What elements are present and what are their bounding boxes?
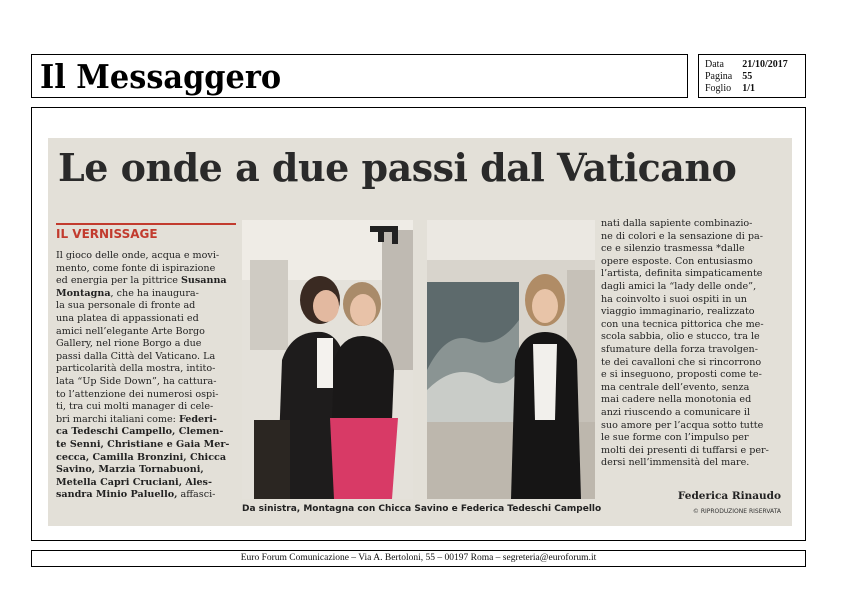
- text-line: lata “Up Side Down”, ha cattura-: [56, 375, 217, 387]
- text-line: molti dei presenti di tuffarsi e per-: [601, 444, 769, 456]
- text-line: particolarità della mostra, intito-: [56, 363, 216, 375]
- guest-name: Federi-: [178, 413, 217, 425]
- text-line: mai cadere nella monotonia ed: [601, 394, 752, 406]
- text-line: dersi nell’immensità del mare.: [601, 457, 750, 469]
- text-line: amici nell’elegante Arte Borgo: [56, 325, 205, 337]
- text-line: ma centrale dell’evento, senza: [601, 381, 750, 393]
- guest-names: sandra Minio Paluello,: [56, 489, 178, 501]
- guest-names: ca Tedeschi Campello, Clemen-: [56, 426, 224, 438]
- photo-guests-illustration: [242, 220, 413, 499]
- article-column-3: [601, 218, 785, 518]
- text-line: [56, 414, 239, 427]
- article-kicker: IL VERNISSAGE: [56, 223, 236, 241]
- text-line: te dei cavalloni che si rincorrono: [601, 356, 762, 368]
- meta-label: Pagina: [705, 71, 733, 82]
- text-line: mento, come fonte di ispirazione: [56, 262, 216, 274]
- footer-text: Euro Forum Comunicazione – Via A. Bertoloni, 55 – 00197 Roma – segreteria@euroforum.it: [240, 553, 597, 563]
- rights-notice: © RIPRODUZIONE RISERVATA: [692, 508, 781, 515]
- meta-table: [705, 59, 792, 95]
- text-line: Gallery, nel rione Borgo a due: [56, 338, 202, 350]
- text-line: nati dalla sapiente combinazio-: [601, 218, 753, 229]
- guest-names: Savino, Marzia Tornabuoni,: [56, 464, 204, 476]
- text-line: opere esposte. Con entusiasmo: [601, 255, 753, 267]
- text-line: Il gioco delle onde, acqua e movi-: [56, 250, 220, 261]
- text-line: e si inseguono, proposti come te-: [601, 369, 762, 381]
- text-line: ti, tra cui molti manager di cele-: [56, 401, 214, 413]
- text-line: una platea di appassionati ed: [56, 312, 199, 324]
- artist-name: Susanna: [180, 275, 227, 287]
- text-line: [56, 477, 239, 490]
- meta-value: 21/10/2017: [742, 59, 788, 70]
- text-line: la sua personale di fronte ad: [56, 300, 196, 312]
- meta-row-foglio: [705, 83, 792, 95]
- text-line: suo amore per l’acqua sotto tutte: [601, 419, 764, 431]
- guest-names: cecca, Camilla Bronzini, Chicca: [56, 451, 227, 463]
- text-span: ed energia per la pittrice: [56, 275, 178, 287]
- artist-surname: Montagna: [56, 287, 111, 299]
- text-line: viaggio immaginario, realizzato: [601, 306, 755, 318]
- meta-label: Data: [705, 59, 724, 70]
- text-line: [56, 452, 239, 465]
- photo-artist: [427, 220, 595, 499]
- article-column-1: [56, 250, 239, 526]
- photo-artist-illustration: [427, 220, 595, 499]
- text-line: [56, 275, 239, 288]
- newspaper-clipping: [48, 138, 792, 526]
- text-line: sfumature della forza travolgen-: [601, 343, 758, 355]
- newspaper-logo: Il Messaggero: [40, 57, 282, 96]
- meta-box: [698, 54, 806, 98]
- text-span: bri marchi italiani come:: [56, 413, 176, 425]
- photo-guests: [242, 220, 413, 499]
- masthead-box: [31, 54, 688, 98]
- text-line: [56, 439, 239, 452]
- meta-row-data: [705, 59, 792, 71]
- meta-label: Foglio: [705, 83, 732, 94]
- text-line: [56, 288, 239, 301]
- text-line: [56, 464, 239, 477]
- text-line: le sue forme con l’impulso per: [601, 432, 749, 444]
- photo-caption: Da sinistra, Montagna con Chicca Savino e Federica Tedeschi Campello: [242, 504, 602, 514]
- text-line: ne di colori e la sensazione di pa-: [601, 230, 764, 242]
- text-line: scola sabbia, olio e stucco, tra le: [601, 331, 760, 343]
- text-line: to l’attenzione dei numerosi ospi-: [56, 388, 219, 400]
- meta-value: 1/1: [742, 83, 755, 94]
- text-line: anzi riuscendo a comunicare il: [601, 406, 751, 418]
- text-line: ha coinvolto i suoi ospiti in un: [601, 293, 747, 305]
- guest-names: Metella Capri Cruciani, Ales-: [56, 476, 212, 488]
- text-span: affasci-: [177, 489, 216, 501]
- text-line: [56, 426, 239, 439]
- text-line: dagli amici la “lady delle onde”,: [601, 280, 757, 292]
- text-line: con una tecnica pittorica che me-: [601, 318, 764, 330]
- meta-row-pagina: [705, 71, 792, 83]
- text-line: l’artista, definita simpaticamente: [601, 268, 763, 280]
- article-headline: Le onde a due passi dal Vaticano: [58, 145, 737, 190]
- guest-names: te Senni, Christiane e Gaia Mer-: [56, 438, 230, 450]
- text-line: passi dalla Città del Vaticano. La: [56, 350, 216, 362]
- text-span: , che ha inaugura-: [110, 287, 199, 299]
- article-byline: Federica Rinaudo: [677, 490, 781, 502]
- text-line: [56, 489, 239, 502]
- footer-box: [31, 550, 806, 567]
- meta-value: 55: [742, 71, 753, 82]
- text-line: ce e silenzio trasmessa *dalle: [601, 243, 745, 255]
